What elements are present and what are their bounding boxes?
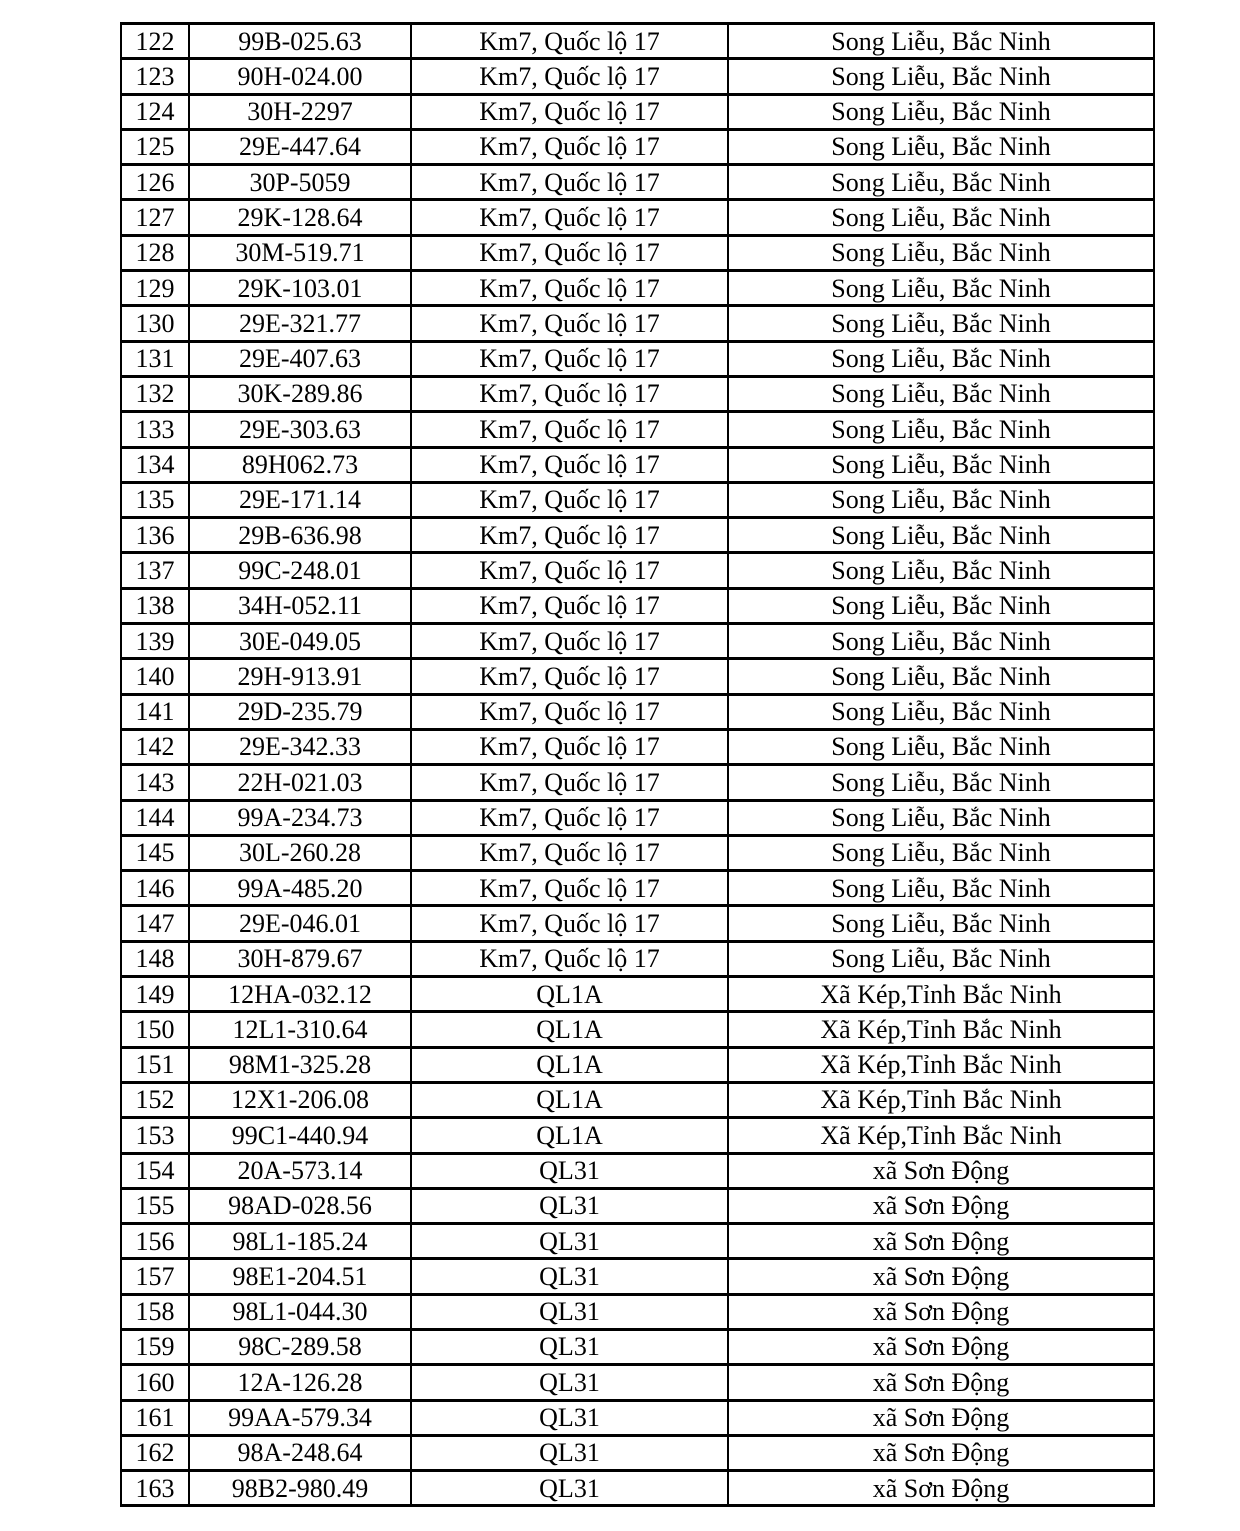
cell-route: QL31 xyxy=(411,1471,728,1506)
cell-no: 160 xyxy=(121,1365,189,1400)
table-row xyxy=(121,59,1154,94)
cell-route: Km7, Quốc lộ 17 xyxy=(411,553,728,588)
cell-location: xã Sơn Động xyxy=(728,1153,1154,1188)
table-row xyxy=(121,412,1154,447)
table-row xyxy=(121,24,1154,59)
cell-location: Xã Kép,Tỉnh Bắc Ninh xyxy=(728,1082,1154,1117)
cell-plate: 30E-049.05 xyxy=(189,624,411,659)
table-row xyxy=(121,341,1154,376)
cell-location: Xã Kép,Tỉnh Bắc Ninh xyxy=(728,1047,1154,1082)
cell-location: xã Sơn Động xyxy=(728,1294,1154,1329)
cell-no: 163 xyxy=(121,1471,189,1506)
cell-location: Xã Kép,Tỉnh Bắc Ninh xyxy=(728,977,1154,1012)
cell-location: Song Liễu, Bắc Ninh xyxy=(728,659,1154,694)
cell-location: Song Liễu, Bắc Ninh xyxy=(728,729,1154,764)
table-row xyxy=(121,1188,1154,1223)
cell-plate: 90H-024.00 xyxy=(189,59,411,94)
cell-location: Song Liễu, Bắc Ninh xyxy=(728,376,1154,411)
cell-route: Km7, Quốc lộ 17 xyxy=(411,129,728,164)
cell-route: QL1A xyxy=(411,1047,728,1082)
cell-location: Song Liễu, Bắc Ninh xyxy=(728,694,1154,729)
cell-route: QL31 xyxy=(411,1224,728,1259)
cell-route: QL1A xyxy=(411,977,728,1012)
vehicle-list-table-body xyxy=(121,24,1154,1506)
cell-plate: 98AD-028.56 xyxy=(189,1188,411,1223)
cell-route: Km7, Quốc lộ 17 xyxy=(411,200,728,235)
table-row xyxy=(121,1082,1154,1117)
cell-location: Song Liễu, Bắc Ninh xyxy=(728,129,1154,164)
cell-plate: 34H-052.11 xyxy=(189,588,411,623)
table-row xyxy=(121,624,1154,659)
table-row xyxy=(121,129,1154,164)
cell-no: 131 xyxy=(121,341,189,376)
cell-route: QL31 xyxy=(411,1153,728,1188)
cell-no: 143 xyxy=(121,765,189,800)
cell-plate: 30L-260.28 xyxy=(189,835,411,870)
cell-location: Song Liễu, Bắc Ninh xyxy=(728,518,1154,553)
cell-plate: 22H-021.03 xyxy=(189,765,411,800)
cell-route: Km7, Quốc lộ 17 xyxy=(411,835,728,870)
cell-route: Km7, Quốc lộ 17 xyxy=(411,447,728,482)
table-row xyxy=(121,1294,1154,1329)
table-row xyxy=(121,729,1154,764)
cell-location: xã Sơn Động xyxy=(728,1329,1154,1364)
cell-plate: 98L1-044.30 xyxy=(189,1294,411,1329)
cell-plate: 99AA-579.34 xyxy=(189,1400,411,1435)
cell-route: QL31 xyxy=(411,1435,728,1470)
cell-plate: 29D-235.79 xyxy=(189,694,411,729)
table-row xyxy=(121,1224,1154,1259)
cell-route: Km7, Quốc lộ 17 xyxy=(411,624,728,659)
cell-no: 134 xyxy=(121,447,189,482)
cell-plate: 99C-248.01 xyxy=(189,553,411,588)
table-row xyxy=(121,518,1154,553)
cell-location: Song Liễu, Bắc Ninh xyxy=(728,59,1154,94)
cell-location: Song Liễu, Bắc Ninh xyxy=(728,906,1154,941)
cell-no: 127 xyxy=(121,200,189,235)
cell-route: Km7, Quốc lộ 17 xyxy=(411,765,728,800)
cell-plate: 98L1-185.24 xyxy=(189,1224,411,1259)
cell-route: Km7, Quốc lộ 17 xyxy=(411,306,728,341)
table-row xyxy=(121,235,1154,270)
table-row xyxy=(121,1471,1154,1506)
table-row xyxy=(121,765,1154,800)
table-row xyxy=(121,200,1154,235)
cell-route: Km7, Quốc lộ 17 xyxy=(411,518,728,553)
cell-plate: 30H-879.67 xyxy=(189,941,411,976)
cell-no: 147 xyxy=(121,906,189,941)
cell-plate: 99C1-440.94 xyxy=(189,1118,411,1153)
cell-location: Song Liễu, Bắc Ninh xyxy=(728,765,1154,800)
table-row xyxy=(121,94,1154,129)
table-row xyxy=(121,376,1154,411)
cell-location: Song Liễu, Bắc Ninh xyxy=(728,941,1154,976)
table-row xyxy=(121,482,1154,517)
cell-no: 122 xyxy=(121,24,189,59)
cell-route: Km7, Quốc lộ 17 xyxy=(411,165,728,200)
cell-plate: 12X1-206.08 xyxy=(189,1082,411,1117)
cell-route: Km7, Quốc lộ 17 xyxy=(411,235,728,270)
vehicle-list-table xyxy=(120,22,1155,1507)
table-row xyxy=(121,271,1154,306)
cell-no: 138 xyxy=(121,588,189,623)
table-row xyxy=(121,694,1154,729)
cell-route: Km7, Quốc lộ 17 xyxy=(411,906,728,941)
cell-location: xã Sơn Động xyxy=(728,1224,1154,1259)
cell-no: 146 xyxy=(121,871,189,906)
table-row xyxy=(121,871,1154,906)
cell-route: Km7, Quốc lộ 17 xyxy=(411,94,728,129)
cell-location: Song Liễu, Bắc Ninh xyxy=(728,306,1154,341)
cell-location: xã Sơn Động xyxy=(728,1365,1154,1400)
cell-no: 145 xyxy=(121,835,189,870)
cell-location: Song Liễu, Bắc Ninh xyxy=(728,200,1154,235)
cell-location: Song Liễu, Bắc Ninh xyxy=(728,24,1154,59)
table-row xyxy=(121,1153,1154,1188)
cell-route: QL31 xyxy=(411,1365,728,1400)
cell-location: xã Sơn Động xyxy=(728,1188,1154,1223)
cell-location: Xã Kép,Tỉnh Bắc Ninh xyxy=(728,1012,1154,1047)
table-row xyxy=(121,1365,1154,1400)
cell-plate: 98B2-980.49 xyxy=(189,1471,411,1506)
cell-location: Song Liễu, Bắc Ninh xyxy=(728,588,1154,623)
cell-plate: 29E-407.63 xyxy=(189,341,411,376)
cell-plate: 98C-289.58 xyxy=(189,1329,411,1364)
cell-no: 132 xyxy=(121,376,189,411)
cell-no: 153 xyxy=(121,1118,189,1153)
cell-location: Song Liễu, Bắc Ninh xyxy=(728,271,1154,306)
cell-route: QL31 xyxy=(411,1329,728,1364)
cell-plate: 30M-519.71 xyxy=(189,235,411,270)
cell-location: Song Liễu, Bắc Ninh xyxy=(728,482,1154,517)
cell-location: Song Liễu, Bắc Ninh xyxy=(728,624,1154,659)
cell-no: 125 xyxy=(121,129,189,164)
cell-no: 129 xyxy=(121,271,189,306)
cell-no: 154 xyxy=(121,1153,189,1188)
cell-route: Km7, Quốc lộ 17 xyxy=(411,24,728,59)
table-row xyxy=(121,588,1154,623)
cell-plate: 98M1-325.28 xyxy=(189,1047,411,1082)
cell-no: 151 xyxy=(121,1047,189,1082)
cell-location: xã Sơn Động xyxy=(728,1435,1154,1470)
cell-route: QL31 xyxy=(411,1188,728,1223)
cell-no: 142 xyxy=(121,729,189,764)
cell-plate: 98E1-204.51 xyxy=(189,1259,411,1294)
cell-route: Km7, Quốc lộ 17 xyxy=(411,729,728,764)
cell-route: QL31 xyxy=(411,1294,728,1329)
cell-route: QL1A xyxy=(411,1012,728,1047)
cell-plate: 12HA-032.12 xyxy=(189,977,411,1012)
cell-plate: 29E-046.01 xyxy=(189,906,411,941)
cell-no: 135 xyxy=(121,482,189,517)
cell-location: Song Liễu, Bắc Ninh xyxy=(728,800,1154,835)
cell-location: Song Liễu, Bắc Ninh xyxy=(728,871,1154,906)
cell-route: Km7, Quốc lộ 17 xyxy=(411,376,728,411)
table-row xyxy=(121,165,1154,200)
table-row xyxy=(121,1329,1154,1364)
cell-plate: 29K-128.64 xyxy=(189,200,411,235)
cell-no: 156 xyxy=(121,1224,189,1259)
cell-location: Song Liễu, Bắc Ninh xyxy=(728,235,1154,270)
cell-route: Km7, Quốc lộ 17 xyxy=(411,694,728,729)
table-row xyxy=(121,835,1154,870)
cell-no: 149 xyxy=(121,977,189,1012)
cell-no: 144 xyxy=(121,800,189,835)
cell-plate: 29K-103.01 xyxy=(189,271,411,306)
cell-no: 148 xyxy=(121,941,189,976)
cell-plate: 98A-248.64 xyxy=(189,1435,411,1470)
table-row xyxy=(121,1435,1154,1470)
cell-plate: 30K-289.86 xyxy=(189,376,411,411)
cell-no: 130 xyxy=(121,306,189,341)
cell-no: 124 xyxy=(121,94,189,129)
cell-route: QL1A xyxy=(411,1082,728,1117)
cell-plate: 29E-303.63 xyxy=(189,412,411,447)
table-row xyxy=(121,941,1154,976)
table-row xyxy=(121,800,1154,835)
cell-no: 161 xyxy=(121,1400,189,1435)
cell-plate: 29E-321.77 xyxy=(189,306,411,341)
cell-route: Km7, Quốc lộ 17 xyxy=(411,588,728,623)
cell-location: Song Liễu, Bắc Ninh xyxy=(728,341,1154,376)
table-row xyxy=(121,553,1154,588)
cell-plate: 29E-342.33 xyxy=(189,729,411,764)
cell-plate: 20A-573.14 xyxy=(189,1153,411,1188)
table-row xyxy=(121,977,1154,1012)
table-row xyxy=(121,1400,1154,1435)
cell-no: 150 xyxy=(121,1012,189,1047)
cell-location: xã Sơn Động xyxy=(728,1259,1154,1294)
cell-plate: 12L1-310.64 xyxy=(189,1012,411,1047)
table-row xyxy=(121,306,1154,341)
table-row xyxy=(121,1259,1154,1294)
cell-no: 155 xyxy=(121,1188,189,1223)
cell-plate: 99A-485.20 xyxy=(189,871,411,906)
cell-plate: 29E-171.14 xyxy=(189,482,411,517)
cell-route: Km7, Quốc lộ 17 xyxy=(411,800,728,835)
cell-plate: 12A-126.28 xyxy=(189,1365,411,1400)
cell-no: 123 xyxy=(121,59,189,94)
cell-location: Song Liễu, Bắc Ninh xyxy=(728,94,1154,129)
cell-no: 159 xyxy=(121,1329,189,1364)
cell-plate: 29E-447.64 xyxy=(189,129,411,164)
cell-no: 152 xyxy=(121,1082,189,1117)
cell-route: Km7, Quốc lộ 17 xyxy=(411,412,728,447)
cell-no: 137 xyxy=(121,553,189,588)
cell-no: 157 xyxy=(121,1259,189,1294)
table-row xyxy=(121,447,1154,482)
cell-location: Song Liễu, Bắc Ninh xyxy=(728,447,1154,482)
cell-no: 126 xyxy=(121,165,189,200)
table-row xyxy=(121,1047,1154,1082)
cell-location: xã Sơn Động xyxy=(728,1400,1154,1435)
cell-route: Km7, Quốc lộ 17 xyxy=(411,659,728,694)
cell-plate: 29B-636.98 xyxy=(189,518,411,553)
table-row xyxy=(121,1118,1154,1153)
cell-location: Song Liễu, Bắc Ninh xyxy=(728,553,1154,588)
cell-route: Km7, Quốc lộ 17 xyxy=(411,59,728,94)
cell-route: Km7, Quốc lộ 17 xyxy=(411,941,728,976)
cell-route: QL1A xyxy=(411,1118,728,1153)
cell-route: Km7, Quốc lộ 17 xyxy=(411,482,728,517)
cell-location: xã Sơn Động xyxy=(728,1471,1154,1506)
cell-plate: 89H062.73 xyxy=(189,447,411,482)
cell-route: QL31 xyxy=(411,1400,728,1435)
cell-no: 139 xyxy=(121,624,189,659)
cell-route: Km7, Quốc lộ 17 xyxy=(411,271,728,306)
cell-route: Km7, Quốc lộ 17 xyxy=(411,341,728,376)
table-row xyxy=(121,906,1154,941)
table-row xyxy=(121,659,1154,694)
cell-no: 136 xyxy=(121,518,189,553)
cell-location: Song Liễu, Bắc Ninh xyxy=(728,835,1154,870)
cell-location: Song Liễu, Bắc Ninh xyxy=(728,165,1154,200)
cell-no: 158 xyxy=(121,1294,189,1329)
cell-route: Km7, Quốc lộ 17 xyxy=(411,871,728,906)
cell-no: 162 xyxy=(121,1435,189,1470)
cell-plate: 99B-025.63 xyxy=(189,24,411,59)
cell-route: QL31 xyxy=(411,1259,728,1294)
cell-plate: 29H-913.91 xyxy=(189,659,411,694)
cell-plate: 99A-234.73 xyxy=(189,800,411,835)
cell-location: Song Liễu, Bắc Ninh xyxy=(728,412,1154,447)
table-row xyxy=(121,1012,1154,1047)
cell-no: 133 xyxy=(121,412,189,447)
cell-location: Xã Kép,Tỉnh Bắc Ninh xyxy=(728,1118,1154,1153)
cell-no: 140 xyxy=(121,659,189,694)
cell-no: 128 xyxy=(121,235,189,270)
cell-no: 141 xyxy=(121,694,189,729)
cell-plate: 30P-5059 xyxy=(189,165,411,200)
cell-plate: 30H-2297 xyxy=(189,94,411,129)
